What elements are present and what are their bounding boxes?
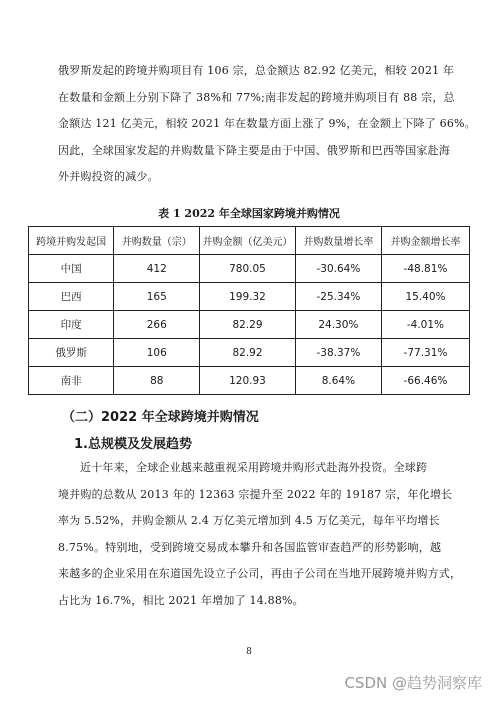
watermark: CSDN @趋势洞察库 [344,674,482,692]
table-row [29,367,470,395]
table-cell: 印度 [29,311,114,339]
text-line: 金额达 121 亿美元，相较 2021 年在数量方面上涨了 9%，在金额上下降了 66%。 [58,117,476,130]
table-row [29,255,470,283]
text-line: 因此，全球国家发起的并购数量下降主要是由于中国、俄罗斯和巴西等国家赴海 [58,143,450,157]
column-header: 并购数量增长率 [295,227,381,255]
text-line: 境并购的总数从 2013 年的 12363 宗提升至 2022 年的 19187 宗，年化增长 [58,487,453,501]
text-line: 占比为 16.7%，相比 2021 年增加了 14.88%。 [58,593,304,607]
table-cell: -25.34% [295,283,381,311]
table-cell: -66.46% [381,367,469,395]
subsection-heading: 1.总规模及发展趋势 [74,437,192,452]
cross-border-ma-table [28,226,470,395]
table-row [29,339,470,367]
table-cell: 88 [114,367,200,395]
table-cell: 24.30% [295,311,381,339]
column-header: 并购金额（亿美元） [200,227,296,255]
column-header: 跨境并购发起国 [29,227,114,255]
table-cell: -48.81% [381,255,469,283]
table-row [29,311,470,339]
text-line: 近十年来，全球企业越来越重视采用跨境并购形式赴海外投资。全球跨 [80,461,428,474]
table-cell: 巴西 [29,283,114,311]
table-cell: 8.64% [295,367,381,395]
table-row [29,283,470,311]
table-cell: 412 [114,255,200,283]
text-line: 俄罗斯发起的跨境并购项目有 106 宗，总金额达 82.92 亿美元，相较 2021 年 [58,64,455,77]
table-cell: 266 [114,311,200,339]
table-cell: -38.37% [295,339,381,367]
paragraph-1 [58,58,476,191]
page-number: 8 [246,647,252,657]
table-cell: 82.92 [200,339,296,367]
table-cell: -4.01% [381,311,469,339]
table-cell: 199.32 [200,283,296,311]
table-cell: 120.93 [200,367,296,395]
text-line: 8.75%。特别地，受到跨境交易成本攀升和各国监管审查趋严的形势影响，越 [58,540,442,554]
table-cell: 15.40% [381,283,469,311]
table-header-row [29,227,470,255]
section-heading: （二）2022 年全球跨境并购情况 [62,410,259,425]
table-cell: 165 [114,283,200,311]
table-cell: 780.05 [200,255,296,283]
table-cell: -30.64% [295,255,381,283]
table-cell: 俄罗斯 [29,339,114,367]
table-cell: 82.29 [200,311,296,339]
table-cell: -77.31% [381,339,469,367]
table-cell: 南非 [29,367,114,395]
text-line: 来越多的企业采用在东道国先设立子公司，再由子公司在当地开展跨境并购方式， [58,567,462,580]
column-header: 并购数量（宗） [114,227,200,255]
column-header: 并购金额增长率 [381,227,469,255]
text-line: 在数量和金额上分别下降了 38%和 77%;南非发起的跨境并购项目有 88 宗，总 [58,90,455,104]
table-cell: 106 [114,339,200,367]
table-cell: 中国 [29,255,114,283]
text-line: 外并购投资的减少。 [58,170,159,183]
table-caption: 表 1 2022 年全球国家跨境并购情况 [158,207,340,220]
paragraph-2 [58,455,462,614]
text-line: 率为 5.52%，并购金额从 2.4 万亿美元增加到 4.5 万亿美元，每年平均增长 [58,514,440,527]
